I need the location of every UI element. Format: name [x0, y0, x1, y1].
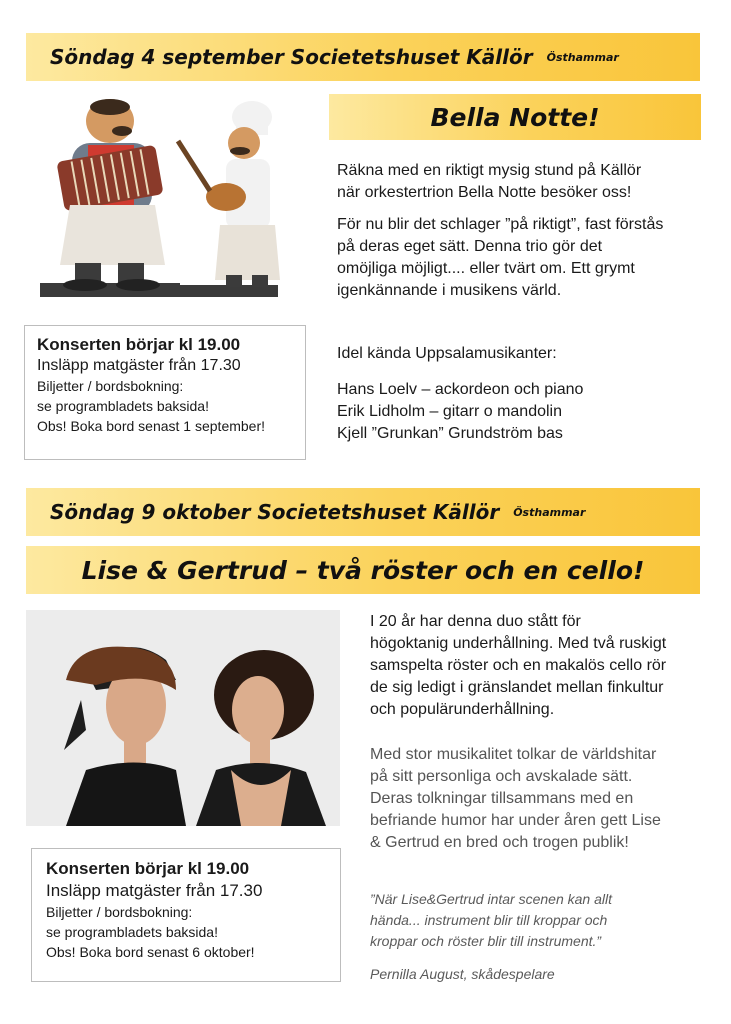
see-back-page: se programbladets baksida! — [46, 924, 218, 940]
event1-musicians — [337, 343, 697, 445]
ticket-info: Biljetter / bordsbokning: — [37, 378, 184, 394]
event1-title: Bella Notte! — [430, 102, 600, 132]
chef-figurines-illustration — [30, 95, 290, 305]
concert-start: Konserten börjar kl 19.00 — [37, 335, 241, 354]
dinner-entry: Insläpp matgäster från 17.30 — [37, 357, 241, 374]
text-line: när orkestertrion Bella Notte besöker oss! — [337, 184, 632, 201]
event2-quote — [370, 889, 700, 952]
book-deadline: Obs! Boka bord senast 1 september! — [37, 418, 266, 434]
event2-date-banner — [26, 488, 700, 536]
event1-info-box — [24, 325, 306, 460]
event2-date-venue: Söndag 9 oktober Societetshuset Källör — [50, 500, 500, 524]
event2-paragraph-1 — [370, 611, 700, 721]
text-line: och populärunderhållning. — [370, 701, 555, 718]
quote-author: Pernilla August, skådespelare — [370, 966, 555, 982]
text-line: igenkännande i musikens värld. — [337, 282, 562, 299]
musician-item: Erik Lidholm – gitarr o mandolin — [337, 403, 562, 420]
event2-title-banner — [26, 546, 700, 594]
see-back-page: se programbladets baksida! — [37, 398, 209, 414]
text-line: befriande humor har under åren gett Lise — [370, 812, 661, 829]
text-line: samspelta röster och en makalös cello rör — [370, 657, 667, 674]
book-deadline: Obs! Boka bord senast 6 oktober! — [46, 944, 255, 960]
musicians-heading: Idel kända Uppsalamusikanter: — [337, 345, 557, 362]
event1-description — [337, 160, 697, 312]
quote-line: hända... instrument blir till kroppar och — [370, 912, 608, 928]
bella-notte-figurines-image — [30, 95, 290, 305]
quote-line: ”När Lise&Gertrud intar scenen kan allt — [370, 891, 612, 907]
event2-title: Lise & Gertrud – två röster och en cello! — [81, 555, 645, 585]
event1-title-banner — [329, 94, 701, 140]
dinner-entry: Insläpp matgäster från 17.30 — [46, 881, 263, 900]
duo-portrait-illustration — [26, 610, 340, 826]
concert-start: Konserten börjar kl 19.00 — [46, 859, 250, 878]
musician-item: Hans Loelv – ackordeon och piano — [337, 381, 584, 398]
text-line: & Gertrud en bred och trogen publik! — [370, 834, 629, 851]
text-line: de sig ledigt i gränslandet mellan finkultur — [370, 679, 664, 696]
event2-town: Östhammar — [513, 505, 586, 519]
text-line: Med stor musikalitet tolkar de världshitar — [370, 746, 657, 763]
event2-info-box — [31, 848, 341, 982]
lise-gertrud-photo — [26, 610, 340, 826]
text-line: För nu blir det schlager ”på riktigt”, fast förstås — [337, 216, 664, 233]
event1-town: Östhammar — [546, 50, 619, 64]
ticket-info: Biljetter / bordsbokning: — [46, 904, 193, 920]
text-line: på sitt personliga och avskalade sätt. — [370, 768, 633, 785]
event1-paragraph-1 — [337, 160, 697, 204]
text-line: Räkna med en riktigt mysig stund på Källör — [337, 162, 642, 179]
text-line: högoktanig underhållning. Med två ruskigt — [370, 635, 667, 652]
text-line: I 20 år har denna duo stått för — [370, 613, 581, 630]
text-line: omöjliga möjligt.... eller tvärt om. Ett grymt — [337, 260, 635, 277]
event1-date-banner — [26, 33, 700, 81]
quote-line: kroppar och röster blir till instrument.” — [370, 933, 602, 949]
event1-paragraph-2 — [337, 214, 697, 302]
event2-paragraph-2 — [370, 744, 700, 854]
event1-date-venue: Söndag 4 september Societetshuset Källör — [50, 45, 533, 69]
musician-item: Kjell ”Grunkan” Grundström bas — [337, 425, 563, 442]
text-line: på deras eget sätt. Denna trio gör det — [337, 238, 603, 255]
text-line: Deras tolkningar tillsammans med en — [370, 790, 634, 807]
